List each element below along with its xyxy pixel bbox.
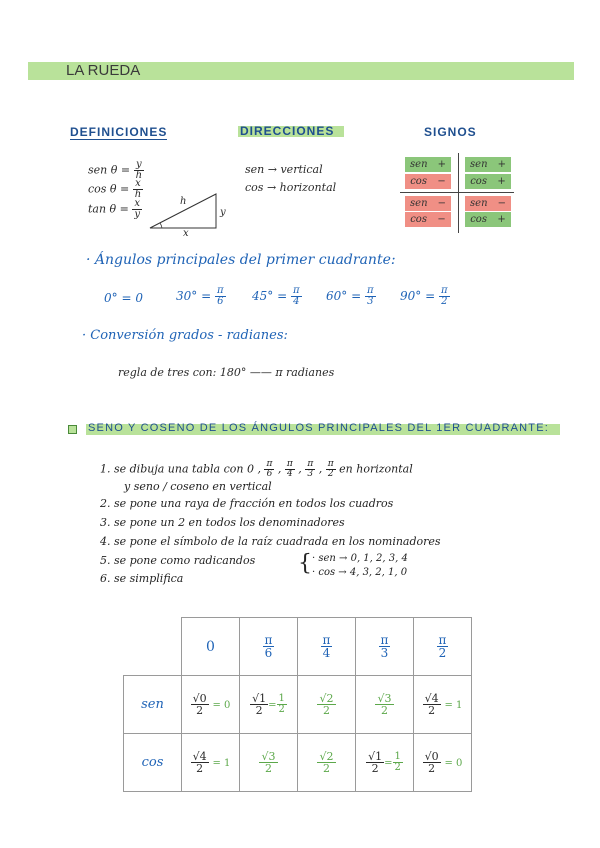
step-2: 2. se pone una raya de fracción en todos los cuadros — [100, 497, 394, 510]
brace: { — [298, 551, 312, 576]
angles-heading: · Ángulos principales del primer cuadrante: — [86, 252, 396, 268]
sign-q2-sen: sen + — [405, 157, 451, 172]
table-row-sen — [124, 676, 472, 734]
col-header-pi4: $\frac{\pi}{4}$ — [298, 618, 356, 676]
sign-q2-cos: cos − — [405, 174, 451, 189]
angle-90: 90° = $\frac{\pi}{2}$ — [400, 285, 448, 307]
col-header-0: 0 — [182, 618, 240, 676]
sign-q4-cos: cos + — [465, 212, 511, 227]
signs-divider-v — [458, 153, 459, 233]
page-title: LA RUEDA — [66, 62, 141, 79]
def-tan: tan θ = $\frac{x}{y}$ — [88, 198, 141, 220]
col-header-pi6: $\frac{\pi}{6}$ — [240, 618, 298, 676]
step-4: 4. se pone el símbolo de la raíz cuadrada en los nominadores — [100, 535, 441, 548]
sign-q1-sen: sen + — [465, 157, 511, 172]
table-row-cos — [124, 734, 472, 792]
step-1c: y seno / coseno en vertical — [124, 480, 272, 493]
step-3: 3. se pone un 2 en todos los denominadores — [100, 516, 345, 529]
table-header-row — [124, 618, 472, 676]
conversion-rule: regla de tres con: 180° —— π radianes — [118, 366, 335, 379]
angle-60: 60° = $\frac{\pi}{3}$ — [326, 285, 374, 307]
cell-cos-0: $\frac{√4}{2}$ = 1 — [182, 734, 240, 792]
section2-title: SENO Y COSENO DE LOS ÁNGULOS PRINCIPALES DEL 1ER CUADRANTE: — [88, 422, 549, 434]
cell-sen-pi3: $\frac{√3}{2}$ — [356, 676, 414, 734]
triangle-y: y — [220, 207, 226, 218]
direction-cos: cos → horizontal — [245, 181, 337, 194]
cell-sen-pi2: $\frac{√4}{2}$ = 1 — [414, 676, 472, 734]
angle-30: 30° = $\frac{\pi}{6}$ — [176, 285, 224, 307]
cell-cos-pi2: $\frac{√0}{2}$ = 0 — [414, 734, 472, 792]
triangle-x: x — [183, 228, 189, 239]
cell-sen-pi6: $\frac{√1}{2}$ = $\frac{1}{2}$ — [240, 676, 298, 734]
triangle-h: h — [180, 196, 187, 207]
sin-cos-table — [123, 617, 472, 792]
col-header-pi3: $\frac{\pi}{3}$ — [356, 618, 414, 676]
cell-sen-pi4: $\frac{√2}{2}$ — [298, 676, 356, 734]
angle-0: 0° = 0 — [104, 291, 143, 305]
row-label-sen: sen — [124, 676, 182, 734]
header-definiciones: DEFINICIONES — [70, 125, 168, 139]
sign-q3-sen: sen − — [405, 196, 451, 211]
row-label-cos: cos — [124, 734, 182, 792]
def-sen: sen θ = $\frac{y}{h}$ — [88, 159, 143, 181]
header-signos: SIGNOS — [424, 125, 477, 139]
step-1a: 1. se dibuja una tabla con 0 , $\frac{\pi}{6}$ , $\frac{\pi}{4}$ , $\frac{\pi}{3}$ , $\frac{\pi}{2}$ en horizontal — [100, 459, 413, 479]
col-header-pi2: $\frac{\pi}{2}$ — [414, 618, 472, 676]
def-cos: cos θ = $\frac{x}{h}$ — [88, 178, 142, 200]
signs-divider-h — [400, 192, 514, 193]
step-5: 5. se pone como radicandos — [100, 554, 256, 567]
brace-sen: · sen → 0, 1, 2, 3, 4 — [312, 553, 408, 564]
sign-q4-sen: sen − — [465, 196, 511, 211]
section2-bullet — [68, 425, 77, 434]
brace-cos: · cos → 4, 3, 2, 1, 0 — [312, 567, 408, 578]
conversion-heading: · Conversión grados - radianes: — [82, 328, 288, 343]
cell-cos-pi3: $\frac{√1}{2}$ = $\frac{1}{2}$ — [356, 734, 414, 792]
sign-q3-cos: cos − — [405, 212, 451, 227]
step-6: 6. se simplifica — [100, 572, 184, 585]
sign-q1-cos: cos + — [465, 174, 511, 189]
table-corner — [124, 618, 182, 676]
direction-sen: sen → vertical — [245, 163, 323, 176]
cell-cos-pi4: $\frac{√2}{2}$ — [298, 734, 356, 792]
cell-sen-0: $\frac{√0}{2}$ = 0 — [182, 676, 240, 734]
cell-cos-pi6: $\frac{√3}{2}$ — [240, 734, 298, 792]
header-direcciones: DIRECCIONES — [240, 124, 335, 138]
angle-45: 45° = $\frac{\pi}{4}$ — [252, 285, 300, 307]
